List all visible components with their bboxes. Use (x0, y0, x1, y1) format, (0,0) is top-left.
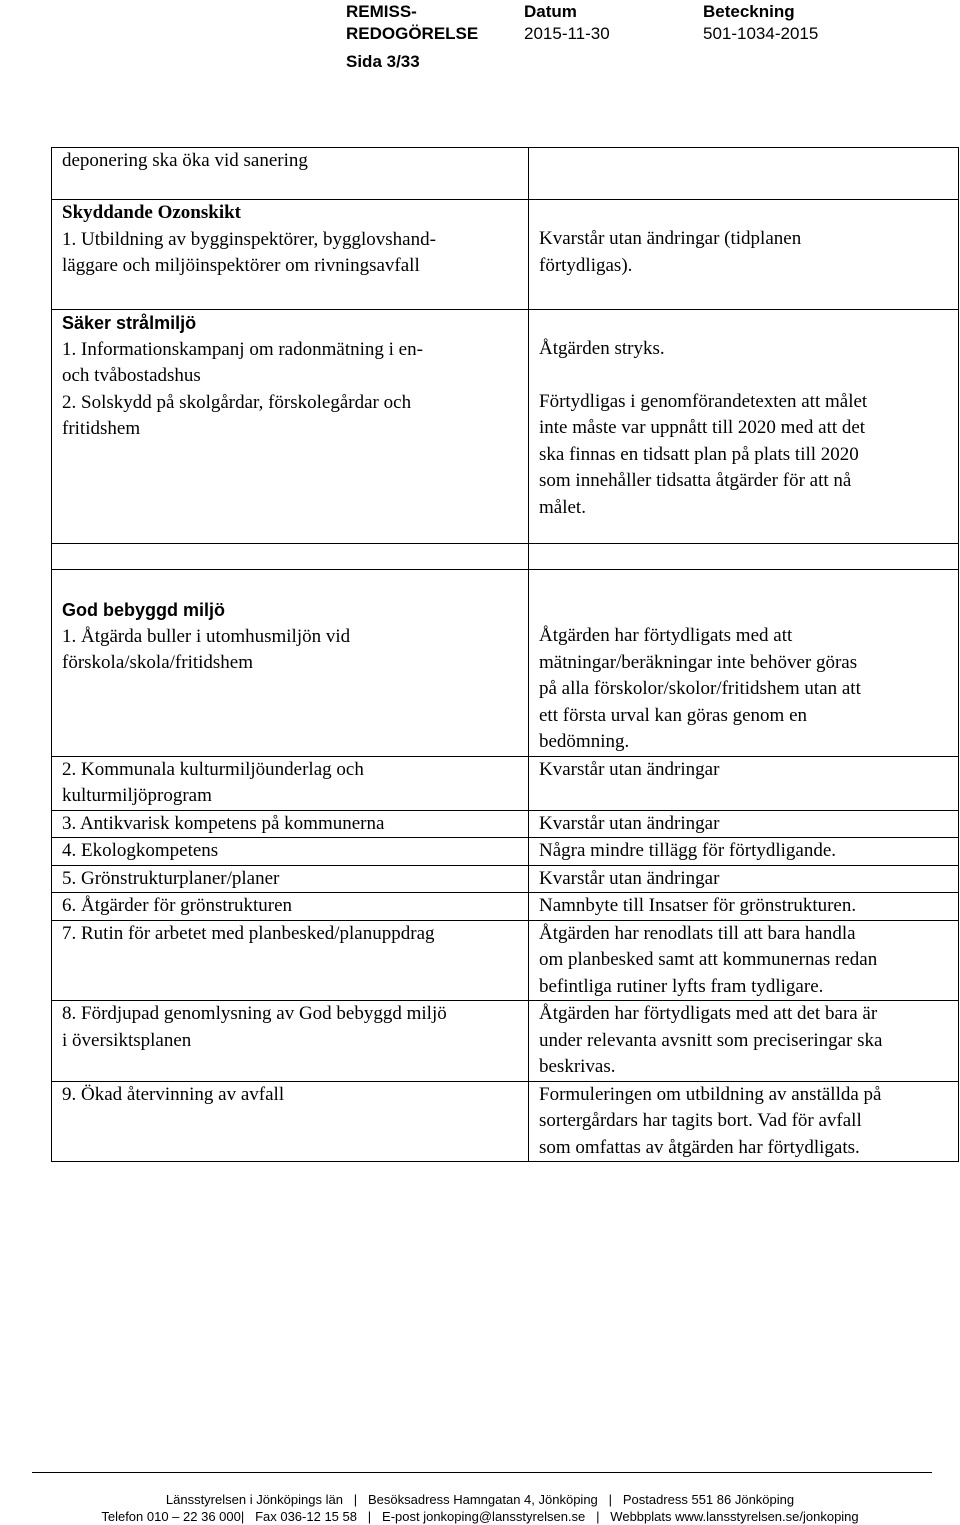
table-row (52, 148, 959, 200)
cell-text: 2. Kommunala kulturmiljöunderlag och (62, 758, 364, 780)
cell-text: Åtgärden stryks. (539, 338, 665, 359)
cell-text: 1. Informationskampanj om radonmätning i en- (62, 338, 423, 360)
reference-value: 501-1034-2015 (703, 24, 819, 43)
table-cell-left (52, 148, 529, 200)
cell-text: ett första urval kan göras genom en (539, 704, 808, 726)
table-row (52, 1081, 959, 1162)
date-label: Datum (524, 2, 577, 21)
cell-text: 9. Ökad återvinning av avfall (62, 1083, 285, 1105)
cell-text: sortergårdars har tagits bort. Vad för avfall (539, 1110, 862, 1131)
cell-text: om planbesked samt att kommunernas redan (539, 949, 878, 970)
cell-text: Förtydligas i genomförandetexten att målet (539, 390, 868, 412)
table-cell-left (52, 1001, 529, 1082)
cell-text: Åtgärden har förtydligats med att det bara är (539, 1003, 878, 1024)
cell-text: 3. Antikvarisk kompetens på kommunerna (62, 812, 385, 834)
cell-text: kulturmiljöprogram (62, 785, 212, 806)
cell-text: ska finnas en tidsatt plan på plats till 2020 (539, 443, 859, 465)
cell-text: 4. Ekologkompetens (62, 840, 219, 861)
document-type-line1: REMISS- (346, 2, 417, 21)
table-cell-right (529, 756, 959, 810)
cell-text: Åtgärden har renodlats till att bara handla (539, 922, 856, 944)
footer-divider (32, 1472, 932, 1473)
table-row (52, 310, 959, 544)
table-cell-left (52, 544, 529, 570)
cell-text: förtydligas). (539, 254, 633, 276)
footer-line-2: Telefon 010 – 22 36 000| Fax 036-12 15 58 | E-post jonkoping@lansstyrelsen.se | Webbplats www.lansstyrelsen.se/jonkoping (101, 1509, 859, 1524)
table-cell-right (529, 200, 959, 310)
cell-text: och tvåbostadshus (62, 365, 201, 386)
cell-text: förskola/skola/fritidshem (62, 652, 254, 673)
cell-text: under relevanta avsnitt som preciseringar ska (539, 1029, 883, 1051)
table-cell-left (52, 1081, 529, 1162)
cell-text: 5. Grönstrukturplaner/planer (62, 867, 280, 889)
section-heading: Säker strålmiljö (62, 313, 197, 333)
reference-block (703, 1, 818, 45)
table-cell-right (529, 838, 959, 866)
table-row (52, 893, 959, 921)
section-heading: Skyddande Ozonskikt (62, 202, 241, 223)
document-type-line2: REDOGÖRELSE (346, 24, 479, 43)
cell-text: 1. Utbildning av bygginspektörer, bygglovshand- (62, 228, 436, 250)
cell-text: 1. Åtgärda buller i utomhusmiljön vid (62, 625, 351, 647)
cell-text: i översiktsplanen (62, 1029, 192, 1051)
table-cell-left (52, 865, 529, 893)
cell-text: 8. Fördjupad genomlysning av God bebyggd miljö (62, 1003, 447, 1024)
cell-text: 2. Solskydd på skolgårdar, förskolegårdar och (62, 391, 412, 413)
cell-text: Namnbyte till Insatser för grönstrukturen. (539, 895, 857, 916)
table-row (52, 1001, 959, 1082)
table-row (52, 200, 959, 310)
cell-text: befintliga rutiner lyfts fram tydligare. (539, 975, 824, 997)
table-row (52, 544, 959, 570)
measures-table (51, 147, 959, 1162)
cell-text: beskrivas. (539, 1056, 616, 1077)
cell-text: bedömning. (539, 731, 630, 752)
table-cell-left (52, 310, 529, 544)
date-value: 2015-11-30 (524, 24, 610, 43)
cell-text: målet. (539, 496, 586, 518)
cell-text: som omfattas av åtgärden har förtydligats. (539, 1136, 860, 1158)
cell-text: 6. Åtgärder för grönstrukturen (62, 895, 293, 916)
section-heading: God bebyggd miljö (62, 600, 225, 620)
table-cell-right (529, 148, 959, 200)
cell-text: Kvarstår utan ändringar (539, 758, 720, 780)
cell-text: som innehåller tidsatta åtgärder för att nå (539, 470, 852, 491)
table-cell-left (52, 756, 529, 810)
table-cell-right (529, 570, 959, 757)
cell-text: mätningar/beräkningar inte behöver göras (539, 651, 858, 673)
cell-text: Formuleringen om utbildning av anställda på (539, 1083, 882, 1105)
table-cell-left (52, 920, 529, 1001)
table-cell-left (52, 893, 529, 921)
table-cell-right (529, 920, 959, 1001)
cell-text: Några mindre tillägg för förtydligande. (539, 840, 837, 861)
table-cell-left (52, 570, 529, 757)
table-row (52, 570, 959, 757)
table-cell-right (529, 1081, 959, 1162)
cell-text: deponering ska öka vid sanering (62, 150, 308, 171)
footer-line-1: Länsstyrelsen i Jönköpings län | Besöksadress Hamngatan 4, Jönköping | Postadress 551 86 Jönköping (165, 1492, 795, 1507)
cell-text: Kvarstår utan ändringar (539, 812, 720, 834)
cell-text: Åtgärden har förtydligats med att (539, 625, 793, 646)
table-cell-left (52, 838, 529, 866)
table-cell-right (529, 810, 959, 838)
table-row (52, 810, 959, 838)
table-cell-right (529, 1001, 959, 1082)
table-row (52, 756, 959, 810)
table-cell-right (529, 310, 959, 544)
table-cell-left (52, 200, 529, 310)
cell-text: 7. Rutin för arbetet med planbesked/planuppdrag (62, 922, 435, 944)
table-row (52, 920, 959, 1001)
table-cell-right (529, 544, 959, 570)
table-cell-left (52, 810, 529, 838)
cell-text: läggare och miljöinspektörer om rivningsavfall (62, 255, 420, 276)
table-cell-right (529, 893, 959, 921)
cell-text: fritidshem (62, 418, 141, 439)
reference-label: Beteckning (703, 2, 795, 21)
table-row (52, 865, 959, 893)
table-row (52, 838, 959, 866)
cell-text: på alla förskolor/skolor/fritidshem utan att (539, 678, 861, 699)
cell-text: inte måste var uppnått till 2020 med att det (539, 417, 866, 438)
table-cell-right (529, 865, 959, 893)
page-number: Sida 3/33 (346, 52, 420, 71)
cell-text: Kvarstår utan ändringar (tidplanen (539, 228, 802, 249)
cell-text: Kvarstår utan ändringar (539, 867, 720, 889)
date-block (524, 1, 610, 45)
document-type (346, 1, 478, 45)
